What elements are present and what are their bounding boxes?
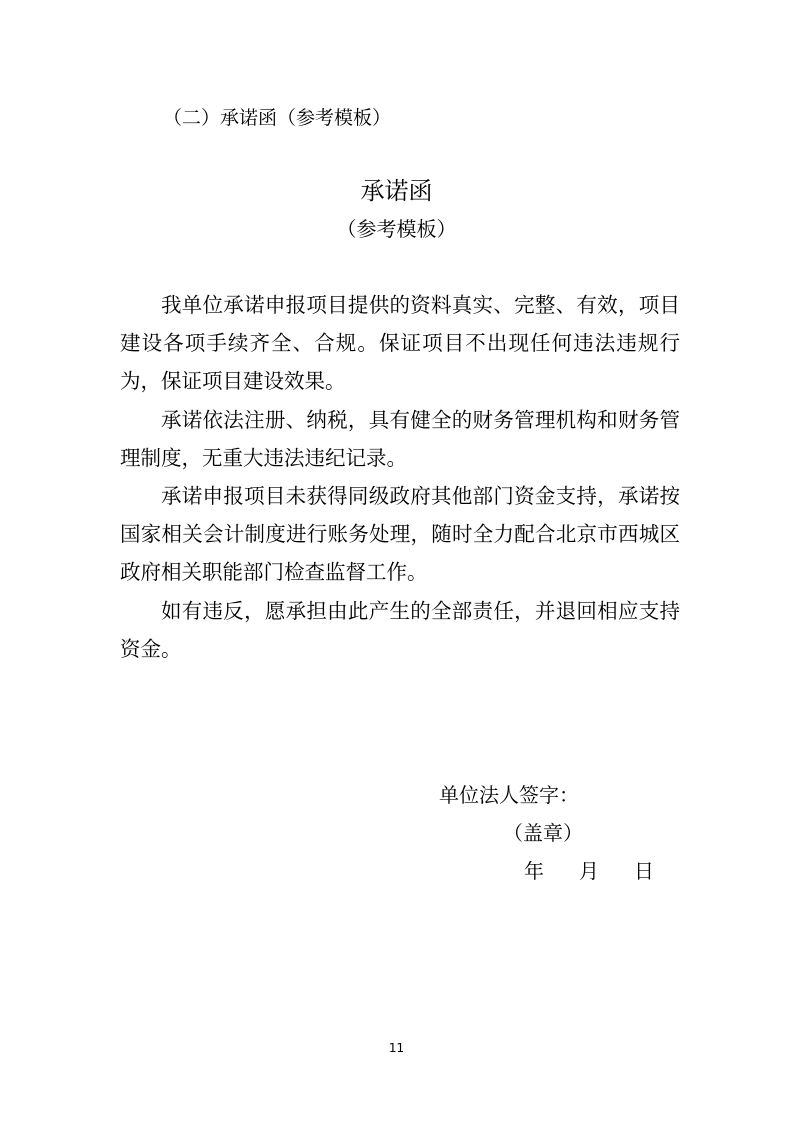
paragraph-3: 承诺申报项目未获得同级政府其他部门资金支持，承诺按国家相关会计制度进行账务处理，随时全力配合北京市西城区政府相关职能部门检查监督工作。 (120, 484, 680, 585)
section-heading: （二）承诺函（参考模板） (163, 107, 392, 129)
signature-label: 单位法人签字： (439, 783, 579, 807)
document-subtitle: （参考模板） (336, 217, 457, 241)
date-month: 月 (579, 859, 599, 883)
date-line (524, 856, 664, 886)
document-title: 承诺函 (360, 177, 433, 205)
commitment-body (120, 286, 680, 668)
date-year: 年 (524, 859, 544, 883)
paragraph-1: 我单位承诺申报项目提供的资料真实、完整、有效，项目建设各项手续齐全、合规。保证项目不出现任何违法违规行为，保证项目建设效果。 (120, 293, 680, 394)
seal-label: （盖章） (503, 821, 583, 845)
paragraph-4: 如有违反，愿承担由此产生的全部责任，并退回相应支持资金。 (120, 598, 680, 661)
date-day: 日 (634, 859, 654, 883)
page-number: 11 (388, 1041, 405, 1055)
paragraph-2: 承诺依法注册、纳税，具有健全的财务管理机构和财务管理制度，无重大违法违纪记录。 (120, 407, 680, 470)
